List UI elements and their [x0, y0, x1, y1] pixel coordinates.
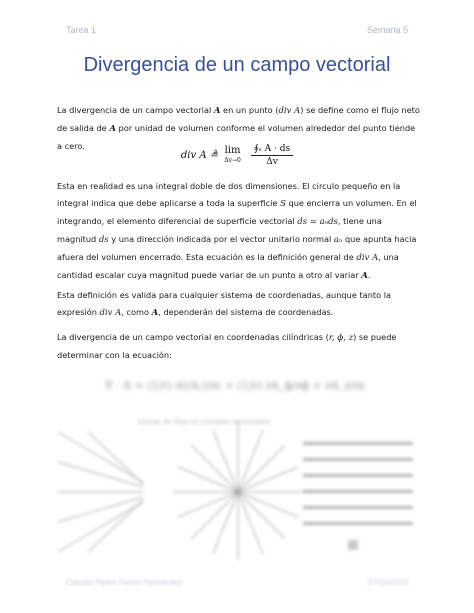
vector-field-figure — [48, 412, 433, 562]
converging-lines — [58, 432, 143, 552]
uniform-field-grid — [303, 442, 413, 525]
footer-date: 27/03/2023 — [367, 578, 408, 587]
figure-caption: Líneas de flujo en campos vectoriales — [138, 418, 270, 426]
page-title: Divergencia de un campo vectorial — [83, 54, 391, 76]
formula-denominator: Δv — [266, 157, 278, 167]
header-course: Tarea 1 — [66, 25, 97, 35]
paragraph-definition: La divergencia de un campo vectorial A en un punto (div A) se define como el flujo neto de salida de A por unidad de volumen conforme el volumen alrededor del punto tiende a cero. — [57, 105, 420, 151]
formula-numerator: ∮ₛ A · ds — [251, 144, 293, 156]
figure-marker — [348, 540, 358, 550]
radial-field — [173, 422, 303, 560]
paragraph-explanation: Esta en realidad es una integral doble de dos dimensiones. El circulo pequeño en la integral indica que debe aplicarse a toda la superficie S que encierra un volumen. En el integrando, el elemento diferencial de superficie vectorial ds = aₙds, tiene una magnitud ds y una dirección indicada por el vector unitario normal aₙ que apunta hacia afuera del volumen encerrado. Esta ecuación es la definición general de div A, una cantidad escalar cuya magnitud puede variar de un punto a otro al variar A. — [57, 181, 417, 281]
header-week: Semana 5 — [366, 25, 408, 35]
footer-author: Claudio Pedro Flores Hernández — [66, 578, 183, 587]
paragraph-coordinates: Esta definición es valida para cualquier sistema de coordenadas, aunque tanto la expresión div A, como A, dependerán del sistema de coordenadas. — [57, 290, 391, 318]
cylindrical-divergence-equation: ∇ · A = (1/r) ∂(rAᵣ)/∂r + (1/r) ∂A_ϕ/∂ϕ + ∂A_z/∂z — [104, 378, 366, 392]
divergence-formula: div A ≜ lim Δv→0 $\frac{\text{∮ₛ A · ds}}{\Delta v}$ — [0, 144, 474, 167]
paragraph-cylindrical: La divergencia de un campo vectorial en coordenadas cilíndricas (r, ϕ, z) se puede determinar con la ecuación: — [57, 332, 397, 360]
